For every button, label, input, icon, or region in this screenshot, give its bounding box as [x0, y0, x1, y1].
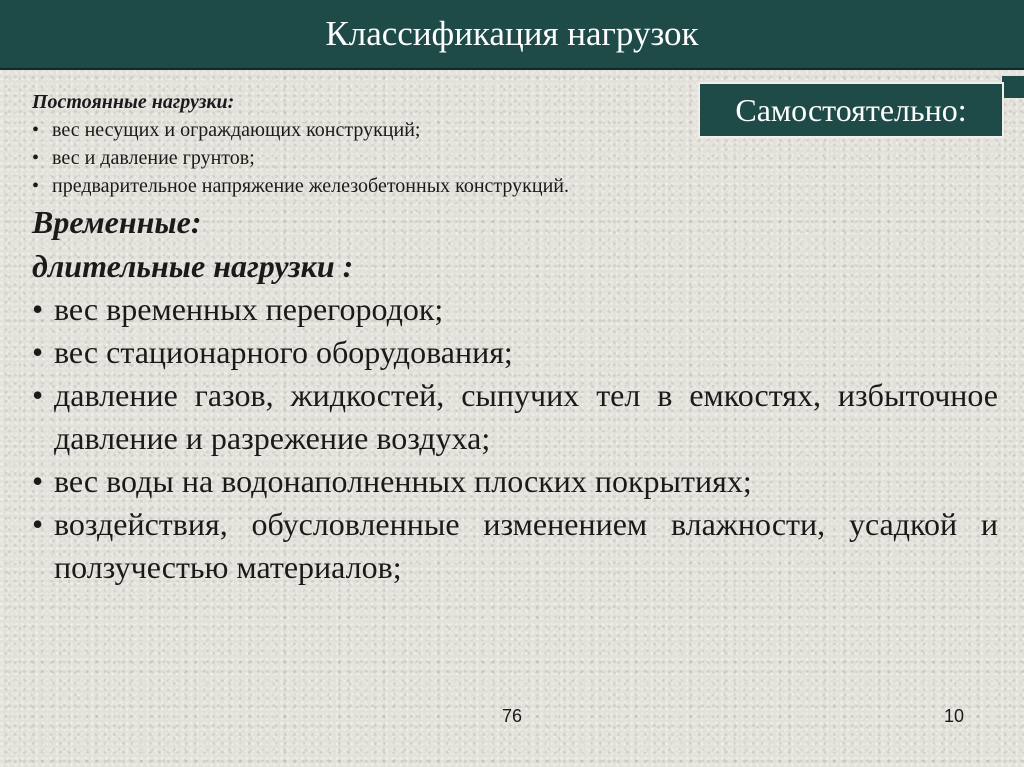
self-study-badge: Самостоятельно:	[698, 82, 1004, 138]
temporary-loads-section	[32, 200, 998, 589]
slide-title: Классификация нагрузок	[325, 14, 699, 53]
list-item: • давление газов, жидкостей, сыпучих тел в емкостях, избыточное давление и разрежение воздуха;	[32, 374, 998, 460]
permanent-loads-list	[32, 116, 732, 200]
list-item: • вес временных перегородок;	[32, 288, 998, 331]
list-item: • предварительное напряжение железобетонных конструкций.	[32, 172, 732, 200]
page-number: 10	[944, 706, 965, 726]
temporary-heading: Временные:	[32, 204, 202, 240]
title-bar	[0, 0, 1024, 70]
list-item: • вес стационарного оборудования;	[32, 331, 998, 374]
footer-number: 76	[502, 706, 523, 726]
list-item: • воздействия, обусловленные изменением влажности, усадкой и ползучестью материалов;	[32, 503, 998, 589]
long-term-subheading: длительные нагрузки :	[32, 248, 354, 284]
list-item: • вес несущих и ограждающих конструкций;	[32, 116, 732, 144]
corner-accent	[1002, 76, 1024, 98]
long-term-loads-list	[32, 288, 998, 589]
permanent-loads-section	[32, 88, 732, 200]
permanent-loads-title: Постоянные нагрузки:	[32, 91, 235, 113]
list-item: • вес и давление грунтов;	[32, 144, 732, 172]
list-item: • вес воды на водонаполненных плоских покрытиях;	[32, 460, 998, 503]
